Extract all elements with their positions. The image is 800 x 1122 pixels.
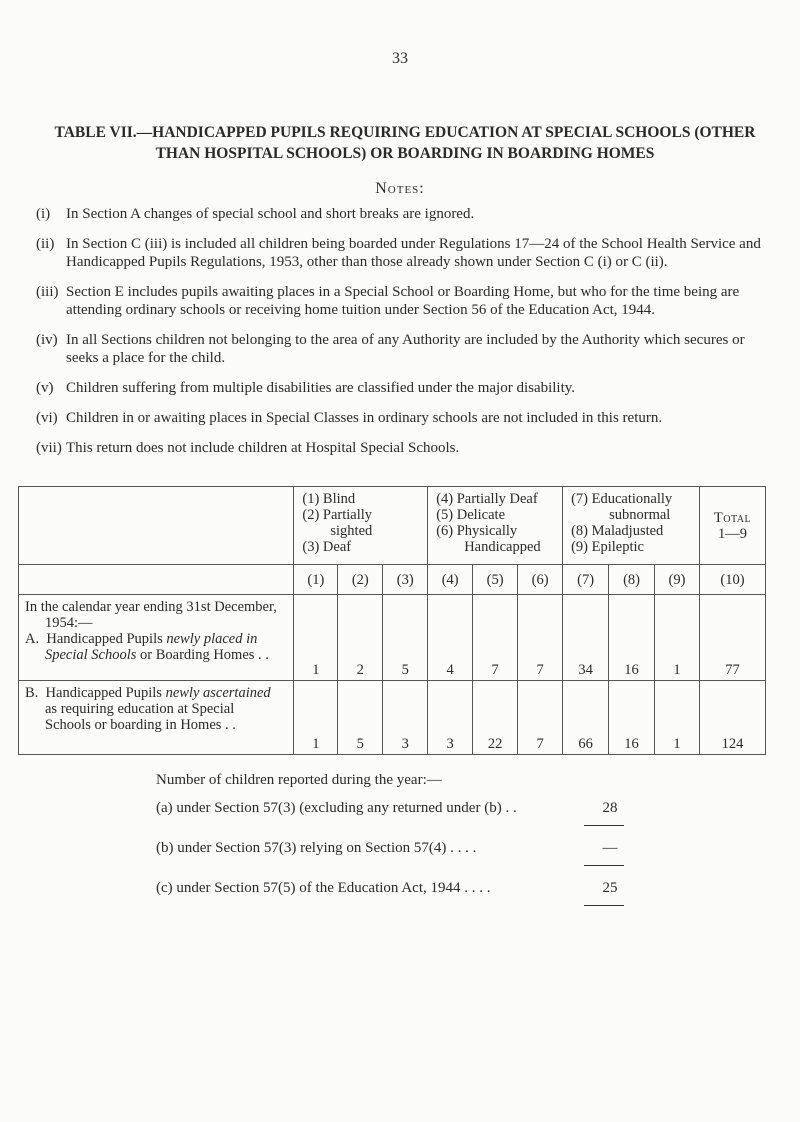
reported-item-value: 25 xyxy=(602,880,618,896)
header-total-label: Total xyxy=(713,509,752,526)
row-b-line-3: Schools or boarding in Homes . . xyxy=(45,717,236,733)
reported-heading: Number of children reported during the year:— xyxy=(156,772,442,788)
header-deaf: (3) Deaf xyxy=(302,539,352,555)
row-a-value: 5 xyxy=(383,595,428,681)
row-a-line-1 xyxy=(25,631,287,647)
row-a-intro-1: In the calendar year ending 31st December, xyxy=(25,599,277,615)
reported-item-c xyxy=(156,878,716,918)
note-number: (vii) xyxy=(36,440,62,456)
note-item xyxy=(36,331,766,367)
row-a-text-1-italic: newly placed in xyxy=(166,631,258,647)
column-number: (4) xyxy=(428,565,473,595)
reported-children-section xyxy=(156,770,716,918)
note-item xyxy=(36,205,766,223)
row-a-label xyxy=(19,595,294,681)
note-number: (v) xyxy=(36,380,54,396)
column-number: (5) xyxy=(473,565,518,595)
column-number: (7) xyxy=(563,565,609,595)
row-b-text-1-italic: newly ascertained xyxy=(165,685,271,701)
column-number-row xyxy=(19,565,766,595)
row-a-text-2: or Boarding Homes . . xyxy=(136,647,269,663)
header-physically: (6) Physically xyxy=(436,523,518,539)
row-b-value: 3 xyxy=(383,681,428,755)
row-b-label xyxy=(19,681,294,755)
row-a-value: 7 xyxy=(473,595,518,681)
note-item xyxy=(36,409,766,427)
note-item xyxy=(36,379,766,397)
row-a-line-2 xyxy=(25,647,287,663)
column-number: (9) xyxy=(655,565,700,595)
row-b-value: 66 xyxy=(563,681,609,755)
row-a-value: 7 xyxy=(518,595,563,681)
note-text: In Section A changes of special school and short breaks are ignored. xyxy=(66,206,475,222)
note-number: (vi) xyxy=(36,410,58,426)
header-partially-sighted: (2) Partially xyxy=(302,507,373,523)
header-total xyxy=(700,487,766,565)
header-delicate: (5) Delicate xyxy=(436,507,506,523)
row-b-value: 1 xyxy=(294,681,338,755)
reported-item-value: — xyxy=(602,840,618,856)
row-b-value: 5 xyxy=(338,681,383,755)
row-b-line-1 xyxy=(25,685,287,701)
table-row-b xyxy=(19,681,766,755)
column-number: (1) xyxy=(294,565,338,595)
note-item xyxy=(36,439,766,457)
value-underline xyxy=(584,905,624,906)
header-subnormal: subnormal xyxy=(609,507,671,523)
row-a-value: 16 xyxy=(609,595,655,681)
reported-item-text: (a) under Section 57(3) (excluding any returned under (b) . . xyxy=(156,800,517,816)
note-text: Children in or awaiting places in Special Classes in ordinary schools are not included in this return. xyxy=(66,410,663,426)
header-row xyxy=(19,487,766,565)
table-row-a xyxy=(19,595,766,681)
note-number: (ii) xyxy=(36,236,55,252)
notes-list xyxy=(36,205,766,469)
row-a-text-2-italic: Special Schools xyxy=(45,647,137,663)
header-partially-deaf: (4) Partially Deaf xyxy=(436,491,538,507)
row-a-letter: A. xyxy=(25,631,40,647)
note-text: Children suffering from multiple disabilities are classified under the major disability. xyxy=(66,380,576,396)
row-a-intro-2: 1954:— xyxy=(45,615,93,631)
row-b-value: 124 xyxy=(700,681,766,755)
header-group-2 xyxy=(428,487,563,565)
value-underline xyxy=(584,825,624,826)
note-item xyxy=(36,283,766,319)
notes-heading: Notes: xyxy=(375,180,425,197)
reported-item-text: (c) under Section 57(5) of the Education Act, 1944 . . . . xyxy=(156,880,491,896)
note-text: Section E includes pupils awaiting places in a Special School or Boarding Home, but who for the time being are attending ordinary schools or receiving home tuition under Section 56 of the Education Act, 1944. xyxy=(66,284,740,318)
column-number: (2) xyxy=(338,565,383,595)
header-educationally: (7) Educationally xyxy=(571,491,673,507)
row-b-letter: B. xyxy=(25,685,39,701)
note-text: In all Sections children not belonging to the area of any Authority are included by the Authority which secures or seeks a place for the child. xyxy=(66,332,745,366)
row-b-text-1: Handicapped Pupils xyxy=(45,685,166,701)
column-number-blank xyxy=(19,565,294,595)
reported-item-b xyxy=(156,838,716,878)
page-number: 33 xyxy=(392,50,408,67)
header-handicapped: Handicapped xyxy=(464,539,541,555)
header-epileptic: (9) Epileptic xyxy=(571,539,644,555)
row-b-line-2: as requiring education at Special xyxy=(45,701,235,717)
row-b-value: 1 xyxy=(655,681,700,755)
note-text: In Section C (iii) is included all children being boarded under Regulations 17—24 of the School Health Service and Handicapped Pupils Regulations, 1953, other than those already shown under Section C (i) or C (ii). xyxy=(66,236,761,270)
reported-item-text: (b) under Section 57(3) relying on Section 57(4) . . . . xyxy=(156,840,477,856)
row-a-value: 4 xyxy=(428,595,473,681)
column-number: (3) xyxy=(383,565,428,595)
column-number: (10) xyxy=(700,565,766,595)
header-total-range: 1—9 xyxy=(718,525,747,542)
column-number: (8) xyxy=(609,565,655,595)
note-number: (iv) xyxy=(36,332,58,348)
reported-item-value: 28 xyxy=(602,800,618,816)
header-blind: (1) Blind xyxy=(302,491,356,507)
title-line-2: THAN HOSPITAL SCHOOLS) OR BOARDING IN BOARDING HOMES xyxy=(155,145,655,162)
row-a-value: 1 xyxy=(655,595,700,681)
row-b-value: 7 xyxy=(518,681,563,755)
header-sighted: sighted xyxy=(330,523,373,539)
row-a-text-1: Handicapped Pupils xyxy=(46,631,167,647)
value-underline xyxy=(584,865,624,866)
row-a-value: 1 xyxy=(294,595,338,681)
column-number: (6) xyxy=(518,565,563,595)
header-group-1 xyxy=(294,487,428,565)
header-blank-cell xyxy=(19,487,294,565)
note-text: This return does not include children at Hospital Special Schools. xyxy=(66,440,460,456)
row-a-value: 2 xyxy=(338,595,383,681)
table-title xyxy=(40,122,770,164)
note-item xyxy=(36,235,766,271)
header-group-3 xyxy=(563,487,700,565)
reported-item-a xyxy=(156,798,716,838)
row-a-value: 77 xyxy=(700,595,766,681)
row-a-value: 34 xyxy=(563,595,609,681)
row-b-value: 22 xyxy=(473,681,518,755)
handicapped-pupils-table xyxy=(18,486,766,755)
row-b-value: 16 xyxy=(609,681,655,755)
row-b-value: 3 xyxy=(428,681,473,755)
title-line-1: TABLE VII.—HANDICAPPED PUPILS REQUIRING EDUCATION AT SPECIAL SCHOOLS (OTHER xyxy=(54,124,756,141)
note-number: (iii) xyxy=(36,284,59,300)
note-number: (i) xyxy=(36,206,51,222)
header-maladjusted: (8) Maladjusted xyxy=(571,523,664,539)
